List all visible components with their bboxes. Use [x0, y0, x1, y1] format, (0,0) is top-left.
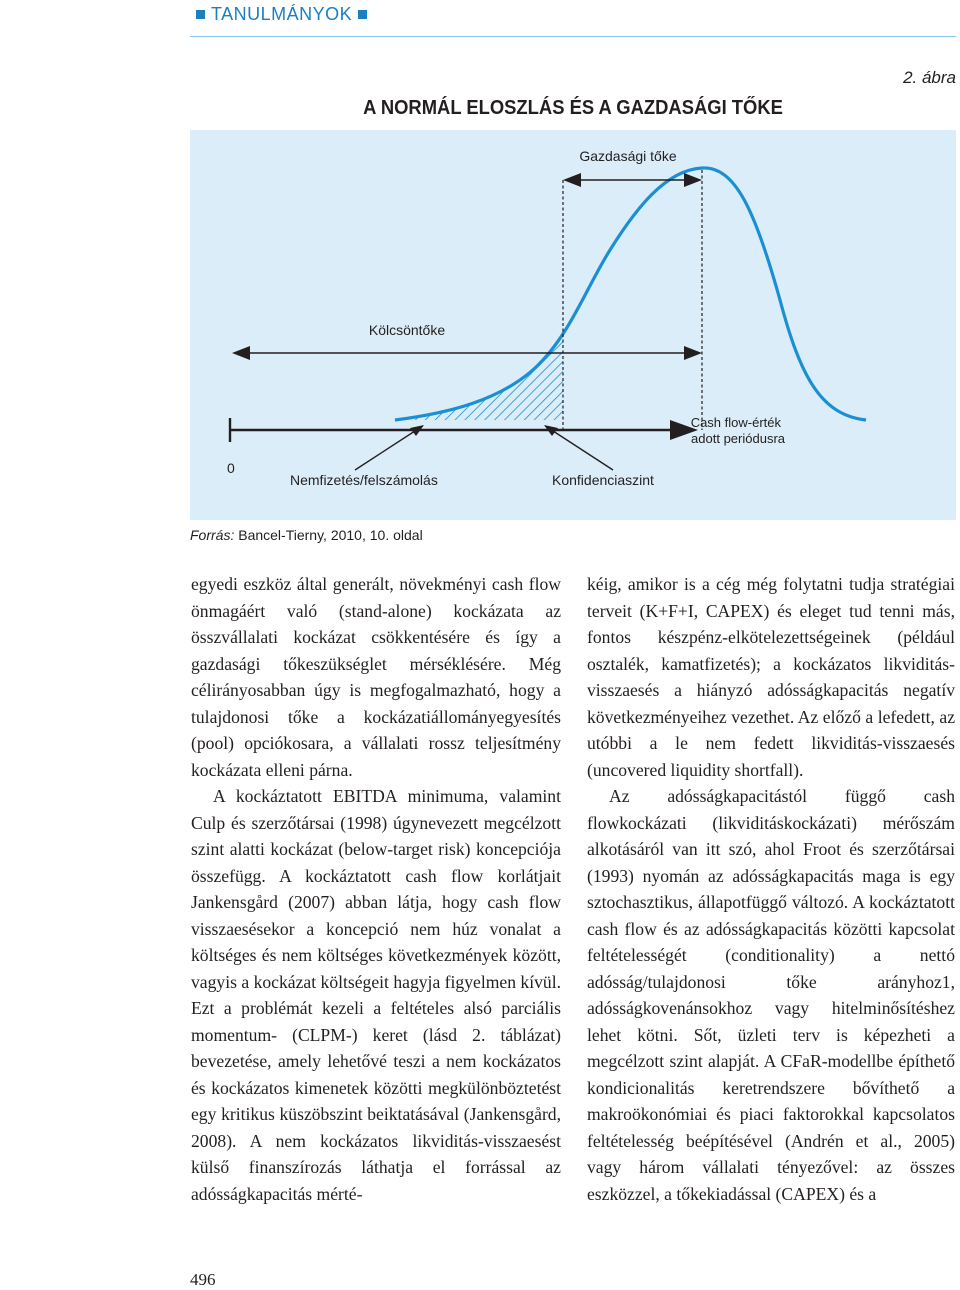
arrowhead-right-icon	[684, 346, 702, 360]
paragraph: kéig, amikor is a cég még folytatni tudja stratégiai terveit (K+F+I, CAPEX) és eleget tud tenni más, fontos készpénz-elkötelezettségeinek (például osztalék, kamatfizetés); a kockázatos likviditás-visszaesés a hiányzó adósságkapacitás negatív következményeihez vezethet. Az előző a lefedett, az utóbbi a le nem fedett likviditás-visszaesés (uncovered liquidity shortfall).	[587, 574, 955, 780]
confidence-pointer	[550, 429, 613, 470]
figure-source	[190, 527, 423, 543]
left-column	[191, 571, 561, 1207]
header-rule	[190, 36, 956, 37]
arrowhead-right-icon	[684, 173, 702, 187]
confidence-label: Konfidenciaszint	[552, 472, 654, 488]
source-label: Forrás:	[190, 527, 235, 543]
economic-capital-label: Gazdasági tőke	[579, 148, 677, 164]
section-header	[190, 4, 373, 25]
default-pointer	[355, 429, 418, 470]
square-icon	[196, 10, 205, 19]
paragraph: Az adósságkapacitástól függő cash flowkockázati (likviditáskockázati) mérőszám alkotásáról van itt szó, ahol Froot és szerzőtársai (1993) nyomán az adósságkapacitás maga is egy sztochasztikus, állapotfüggő változó. A kockáztatott cash flow és az adósságkapacitás közötti kapcsolat feltételességét (conditionality) a nettó adósság/tulajdonosi tőke arányhoz1, adósságkovenánsokhoz vagy hitelminősítéshez lehet kötni. Sőt, üzleti terv is képezheti a megcélzott szint alapját. A CFaR-modellbe építhető kondicionalitás keretrendszere bővíthető a makroökonómiai és piaci faktorokkal kapcsolatos feltételesség beépítésével (Andrén et al., 2005) vagy három vállalati tényezővel: az összes eszközzel, a tőkekiadással (CAPEX) és a	[587, 786, 955, 1204]
page-number: 496	[190, 1270, 216, 1289]
paragraph: egyedi eszköz által generált, növekményi cash flow önmagáért való (stand-alone) kockázata az összvállalati kockázat csökkentésére és így a gazdasági tőkeszükséglet mérséklésére. Még célirányosabban úgy is megfogalmazható, hogy a tulajdonosi tőke a kockázatiállományegyesítés (pool) opciókosara, a vállalati rossz teljesítmény kockázata elleni párna.	[191, 574, 561, 780]
normal-distribution-diagram	[190, 130, 956, 520]
right-column	[587, 571, 955, 1207]
distribution-curve	[395, 168, 866, 420]
source-text: Bancel-Tierny, 2010, 10. oldal	[234, 527, 423, 543]
figure-number: 2. ábra	[903, 68, 956, 87]
figure-panel	[190, 130, 956, 520]
square-icon	[358, 10, 367, 19]
arrowhead-left-icon	[563, 173, 581, 187]
default-label: Nemfizetés/felszámolás	[290, 472, 438, 488]
arrowhead-left-icon	[232, 346, 250, 360]
cashflow-value-label-2: adott periódusra	[691, 431, 785, 446]
loan-capital-label: Kölcsöntőke	[368, 322, 446, 338]
section-title: TANULMÁNYOK	[211, 4, 353, 24]
figure-title: A NORMÁL ELOSZLÁS ÉS A GAZDASÁGI TŐKE	[363, 97, 783, 119]
paragraph: A kockáztatott EBITDA minimuma, valamint Culp és szerzőtársai (1998) úgynevezett megcélzott szint alatti kockázat (below-target risk) koncepciója összefügg. A kockáztatott cash flow korlátjait Jankensgård (2007) abban látja, hogy cash flow visszaesésekor a koncepció nem húz vonalat a költséges és nem költséges következmények között, vagyis a kockázat költségeit hagyja figyelmen kívül. Ezt a problémát kezeli a feltételes alsó parciális momentum- (CLPM-) keret (lásd 2. táblázat) bevezetése, amely lehetővé teszi a nem kockázatos és kockázatos kimenetek közötti megkülönböztetést egy kritikus küszöbszint beiktatásával (Jankensgård, 2008). A nem kockázatos likviditás-visszaesést külső finanszírozás láthatja el forrással az adósságkapacitás mérté-	[191, 786, 561, 1204]
zero-label: 0	[227, 460, 235, 476]
cashflow-value-label-1: Cash flow-érték	[690, 415, 781, 430]
